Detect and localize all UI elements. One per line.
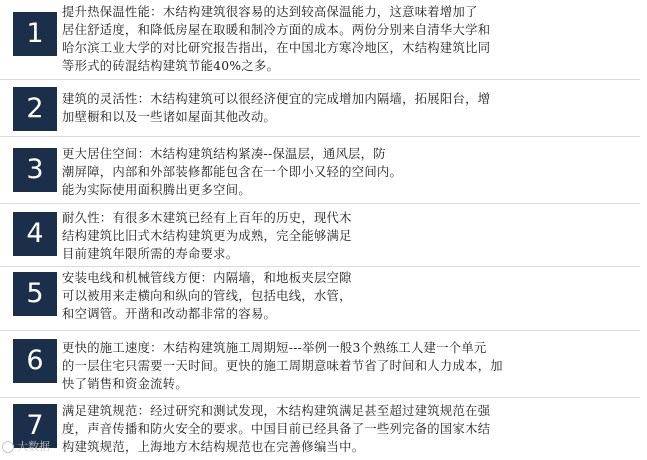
description-line: 目前建筑年限所需的寿命要求。 — [62, 247, 239, 261]
description-line: 更大居住空间：木结构建筑结构紧凑--保温层，通风层，防 — [62, 147, 386, 161]
item-number-badge: 5 — [13, 272, 57, 316]
description-line: 和空调管。开凿和改动都非常的容易。 — [62, 307, 277, 321]
item-description — [62, 145, 637, 199]
description-line: 能为实际使用面积腾出更多空间。 — [62, 183, 251, 197]
description-line: 潮屏障，内部和外部装修都能包含在一个即小又轻的空间内。 — [62, 165, 403, 179]
item-number-badge: 1 — [13, 12, 57, 56]
divider — [0, 203, 640, 204]
item-number-badge: 7 — [13, 404, 57, 448]
divider — [0, 266, 640, 267]
watermark — [2, 438, 50, 454]
description-line: 哈尔滨工业大学的对比研究报告指出，在中国北方寒冷地区，木结构建筑比同 — [62, 41, 491, 55]
description-line: 居住舒适度，和降低房屋在取暖和制冷方面的成本。两份分别来自清华大学和 — [62, 23, 491, 37]
description-line: 可以被用来走横向和纵向的管线，包括电线，水管， — [62, 289, 352, 303]
item-description — [62, 339, 637, 393]
description-line: 安装电线和机械管线方便：内隔墙，和地板夹层空隙 — [62, 271, 352, 285]
item-number-badge: 2 — [13, 87, 57, 131]
description-line: 耐久性：有很多木建筑已经有上百年的历史，现代木 — [62, 211, 352, 225]
description-line: 构建筑规范，上海地方木结构规范也在完善修编当中。 — [62, 440, 365, 454]
description-line: 度，声音传播和防火安全的要求。中国目前已经具备了一些列完备的国家木结 — [62, 422, 491, 436]
item-description — [62, 269, 637, 323]
description-line: 提升热保温性能：木结构建筑很容易的达到较高保温能力，这意味着增加了 — [62, 5, 478, 19]
description-line: 满足建筑规范：经过研究和测试发现，木结构建筑满足甚至超过建筑规范在强 — [62, 404, 491, 418]
item-description — [62, 3, 637, 75]
divider — [0, 397, 640, 398]
divider — [0, 330, 640, 331]
item-description — [62, 402, 637, 456]
watermark-text: 大数据 — [17, 440, 50, 453]
description-line: 更快的施工速度：木结构建筑施工周期短---举例一般3个熟练工人建一个单元 — [62, 341, 487, 355]
divider — [0, 79, 640, 80]
description-line: 建筑的灵活性：木结构建筑可以很经济便宜的完成增加内隔墙，拓展阳台，增 — [62, 92, 491, 106]
watermark-logo-icon — [2, 441, 14, 453]
description-line: 快了销售和资金流转。 — [62, 377, 188, 391]
item-description — [62, 90, 637, 126]
description-line: 结构建筑比旧式木结构建筑更为成熟，完全能够满足 — [62, 229, 352, 243]
description-line: 加壁橱和以及一些诸如屋面其他改动。 — [62, 110, 277, 124]
item-number-badge: 6 — [13, 339, 57, 383]
description-line: 等形式的砖混结构建筑节能40%之多。 — [62, 59, 280, 73]
description-line: 的一层住宅只需要一天时间。更快的施工周期意味着节省了时间和人力成本，加 — [62, 359, 503, 373]
item-number-badge: 3 — [13, 148, 57, 192]
divider — [0, 136, 640, 137]
item-description — [62, 209, 637, 263]
item-number-badge: 4 — [13, 212, 57, 256]
